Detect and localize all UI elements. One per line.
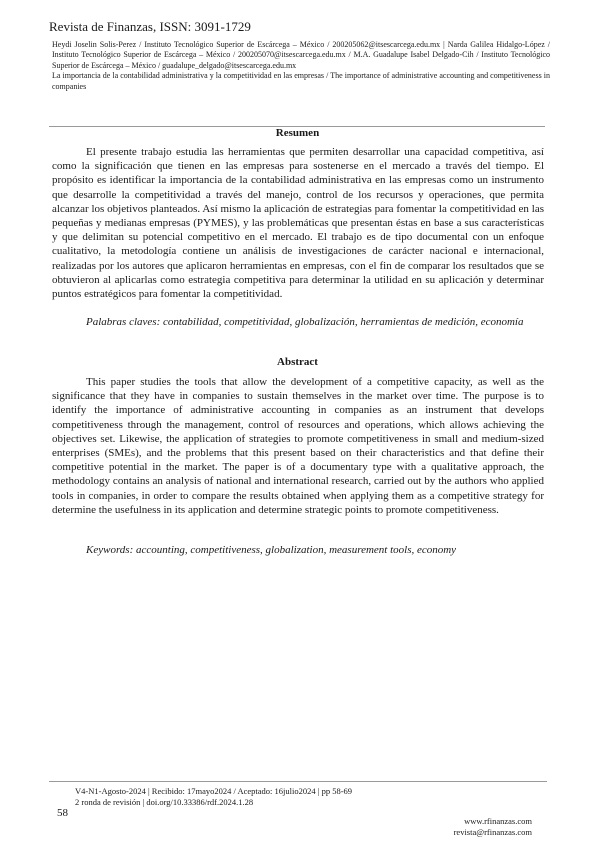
abstract-keywords-block [52,543,544,557]
abstract-body: This paper studies the tools that allow the development of a competitive capacity, as well as the significance that they have in companies to sustain themselves in the market over time. The purpose is to identify the importance of administrative accounting in companies as an instrument that develops competitiveness through the management, control of resources and operations, which allows achieving the objectives set. Likewise, the application of strategies to promote competitiveness in small and medium-sized enterprises (SMEs), and the problems that this present based on their characteristics and that define their competitive potential in the market. The paper is of a documentary type with a qualitative approach, the methodology contains an analysis of national and international research, carried out by the authors who applied tools in companies, in order to compare the results obtained when applying them as a competitive strategy for determine the usefulness in its application and determine strategic points to promote competitiveness. [52,376,544,516]
resumen-paragraph [52,145,544,301]
resumen-heading: Resumen [275,127,320,139]
abstract-keywords: Keywords: accounting, competitiveness, globalization, measurement tools, economy [86,544,457,556]
resumen-keywords: Palabras claves: contabilidad, competitividad, globalización, herramientas de medición, economía [86,316,524,328]
author-affiliations: Heydi Joselin Solis-Perez / Instituto Tecnológico Superior de Escárcega – México / 200205062@itsescarcega.edu.mx | Narda Galilea Hidalgo-López / Instituto Tecnológico Superior de Escárcega – México / 200205070@itsescarcega.edu.mx / M.A. Guadalupe Isabel Delgado-Cih / Instituto Tecnológico Superior de Escárcega – México / guadalupe_delgado@itsescarcega.edu.mx [52,40,550,70]
journal-title: Revista de Finanzas, ISSN: 3091-1729 [49,19,251,34]
abstract-paragraph [52,375,544,517]
authors-block [52,40,550,92]
footer-issue-info: V4-N1-Agosto-2024 | Recibido: 17mayo2024 / Aceptado: 16julio2024 | pp 58-69 [75,786,353,796]
footer-revision-info: 2 ronda de revisión | doi.org/10.33386/rdf.2024.1.28 [75,797,254,807]
article-title: La importancia de la contabilidad administrativa y la competitividad en las empresas / The importance of administrative accounting and competitiveness in companies [52,71,550,91]
footer-email-link[interactable]: revista@rfinanzas.com [453,827,532,837]
page-number: 58 [57,807,68,819]
abstract-heading: Abstract [277,356,318,368]
footer-divider [49,781,547,782]
resumen-keywords-block [52,315,544,329]
footer-website-link[interactable]: www.rfinanzas.com [464,816,532,826]
resumen-body: El presente trabajo estudia las herramientas que permiten desarrollar una capacidad competitiva, así como la significación que tienen en las empresas para sostenerse en el mercado a través del tiempo. El propósito es identificar la importancia de la contabilidad administrativa en las empresas como un instrumento que desarrolle la competitividad a través del manejo, control de los recursos y operaciones, que permita alcanzar los objetivos planteados. Así mismo la aplicación de estrategias para fomentar la competitividad en las pequeñas y medianas empresas (PYMES), y las problemáticas que presentan éstas en base a sus características y que delimitan su potencial competitivo en el mercado. El trabajo es de tipo documental con un enfoque cualitativo, la metodología contiene un análisis de investigaciones de carácter nacional e internacional, realizadas por los autores que aplicaron herramientas en empresas, con el fin de comparar los resultados que se obtuvieron al aplicarlas como estrategia competitiva para determinar la utilidad en su aplicación y determinar puntos estratégicos para fomentar la competitividad. [52,146,544,301]
